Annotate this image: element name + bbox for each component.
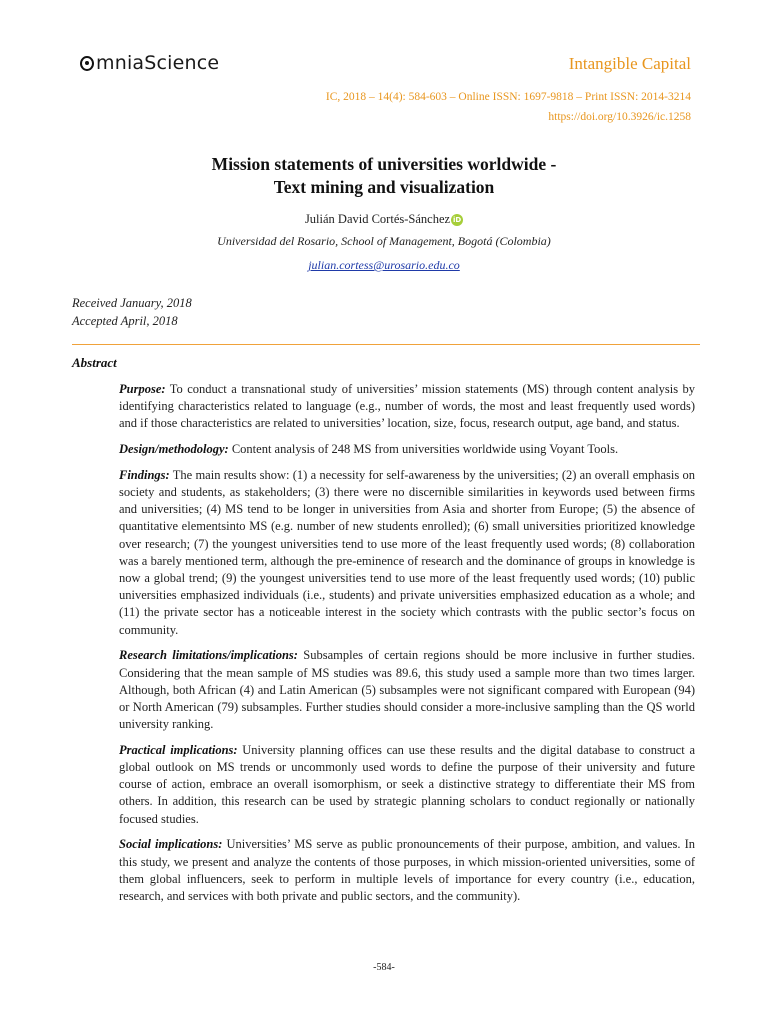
section-text: Subsamples of certain regions should be more inclusive in further studies. Considering that the mean sample of MS studies was 89.6, this study used a sample more than two times larger. Although, both African (4) and Latin American (5) subsamples were not significant compared with European (94) or North American (79) subsamples. Further studies should consider a more-inclusive sampling than the QS world university ranking. bbox=[119, 648, 695, 732]
abstract-research-limitations bbox=[119, 647, 695, 733]
page-number: -584- bbox=[373, 962, 395, 973]
article-title bbox=[0, 153, 768, 199]
accepted-date: Accepted April, 2018 bbox=[72, 314, 178, 328]
orcid-icon[interactable]: iD bbox=[452, 216, 462, 224]
citation-line: IC, 2018 – 14(4): 584-603 – Online ISSN: 1697-9818 – Print ISSN: 2014-3214 bbox=[325, 91, 691, 103]
omniascience-logo-icon bbox=[80, 56, 94, 71]
section-label: Purpose: bbox=[119, 382, 166, 396]
publisher-logo[interactable] bbox=[80, 52, 219, 74]
section-text: The main results show: (1) a necessity for self-awareness by the universities; (2) an overall emphasis on society and students, as stakeholders; (3) there were no discernible similarities in keywords used between firms and universities; (4) MS tend to be longer in universities from Asia and shorter from Europe; (5) the absence of quantitative elementsinto MS (e.g. number of new students enrolled); (6) small universities prioritized knowledge over research; (7) the youngest universities tend to use more of the least frequently used words; (8) collaboration was a barely mentioned term, although the pre-eminence of research and the dominance of groups in knowledge is now a global trend; (9) the youngest universities tend to use more of the least frequently used words; (10) public universities emphasized individuals (i.e., students) and private universities emphasized education as a whole; and (11) the private sector has a noticeable interest in the society which contrasts with the public sector’s focus on community. bbox=[119, 467, 695, 637]
abstract-heading: Abstract bbox=[72, 355, 117, 370]
abstract-purpose bbox=[119, 381, 695, 433]
publisher-logo-text: mniaScience bbox=[96, 52, 220, 74]
section-text: University planning offices can use these results and the digital database to construct a global outlook on MS trends or uncommonly used words to define the purpose of their university and future course of action, embrace an overall isomorphism, or seek a distinctive strategy to differentiate their MS from others. In addition, this research can be used by strategic planning scholars to conduct regionally or nationally focused studies. bbox=[119, 742, 696, 826]
author-line bbox=[0, 212, 768, 227]
doi-link[interactable]: https://doi.org/10.3926/ic.1258 bbox=[548, 111, 691, 123]
abstract-design-methodology bbox=[119, 441, 695, 458]
journal-name: Intangible Capital bbox=[568, 54, 691, 73]
article-dates bbox=[72, 294, 192, 330]
abstract-body bbox=[119, 381, 695, 914]
abstract-social-implications bbox=[119, 836, 695, 905]
affiliation: Universidad del Rosario, School of Management, Bogotá (Colombia) bbox=[217, 234, 551, 248]
section-text: Content analysis of 248 MS from universities worldwide using Voyant Tools. bbox=[231, 442, 619, 457]
title-line-2: Text mining and visualization bbox=[273, 177, 495, 197]
abstract-findings bbox=[119, 467, 695, 639]
author-name: Julián David Cortés-Sánchez bbox=[304, 212, 451, 226]
author-email-link[interactable]: julian.cortess@urosario.edu.co bbox=[308, 258, 460, 272]
journal-meta bbox=[326, 87, 691, 127]
section-label: Research limitations/implications: bbox=[119, 648, 298, 663]
section-text: Universities’ MS serve as public pronouncements of their purpose, ambition, and values. In this study, we present and analyze the contents of those purposes, in which mission-oriented universities, some of them global influencers, seek to perform in multiple levels of importance for every country (i.e., education, research, and services with both private and public sectors, and the community). bbox=[119, 837, 696, 903]
section-label: Design/methodology: bbox=[119, 442, 229, 457]
section-divider bbox=[72, 344, 700, 345]
title-line-1: Mission statements of universities worldwide - bbox=[211, 154, 557, 174]
section-label: Practical implications: bbox=[119, 742, 238, 757]
abstract-practical-implications bbox=[119, 742, 695, 828]
received-date: Received January, 2018 bbox=[72, 296, 192, 310]
section-label: Findings: bbox=[119, 467, 170, 482]
section-text: To conduct a transnational study of universities’ mission statements (MS) through content analysis by identifying characteristics related to language (e.g., number of words, the most and least frequently used words) and if those characteristics are related to universities’ location, size, focus, research output, age band, and status. bbox=[119, 382, 695, 431]
section-label: Social implications: bbox=[119, 837, 223, 852]
